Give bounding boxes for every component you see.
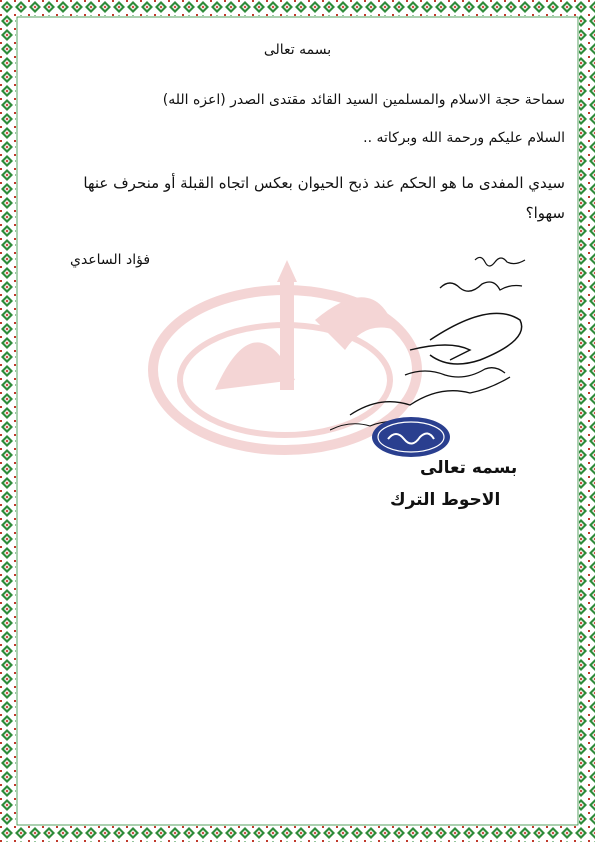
addressee-line: سماحة حجة الاسلام والمسلمين السيد القائد مقتدى الصدر (اعزه الله) [162, 92, 565, 108]
official-seal [370, 415, 452, 459]
question-line-2: سهوا؟ [525, 204, 565, 222]
sender-name: فؤاد الساعدي [70, 252, 151, 268]
question-line-1: سيدي المفدى ما هو الحكم عند ذبح الحيوان بعكس اتجاه القبلة أو منحرف عنها [83, 174, 565, 192]
greeting-line: السلام عليكم ورحمة الله وبركاته .. [363, 130, 565, 146]
answer-text: الاحوط الترك [390, 490, 501, 510]
answer-basmala: بسمه تعالى [420, 458, 518, 478]
basmala-heading: بسمه تعالى [263, 42, 332, 58]
